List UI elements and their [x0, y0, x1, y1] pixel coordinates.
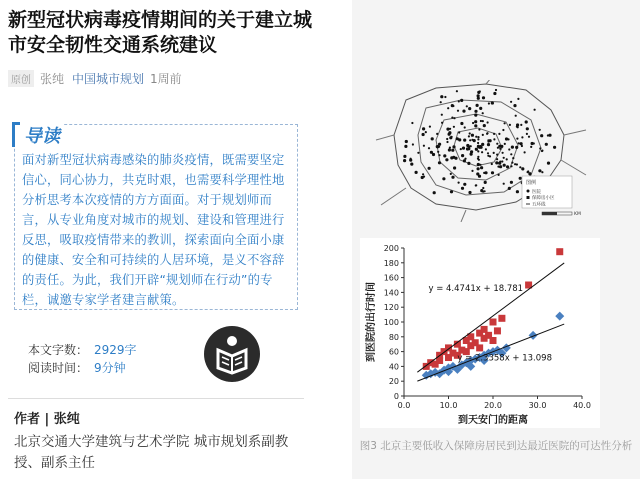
y-tick-label: 200	[383, 244, 399, 253]
x-axis-label: 到天安门的距离	[458, 415, 528, 426]
original-badge: 原创	[8, 70, 34, 87]
x-tick-label: 30.0	[528, 401, 547, 410]
y-tick-label: 60	[388, 347, 399, 357]
trendline-equation: y = 4.4741x + 18.781	[428, 283, 524, 294]
intro-text: 面对新型冠状病毒感染的肺炎疫情，既需要坚定信心，同心协力，共克时艰，也需要科学理性地分析思考本次疫情的方方面面。对于规划师而言，从专业角度对城市的规划、建设和管理进行反思，吸取疫情带来的教训，探索面向全面小康的健康、安全和可持续的人居环境，是义不容辞的责任。为此，我们开辟“规划师在行动”的专栏，诚邀专家学者建言献策。	[22, 153, 285, 307]
x-tick-label: 40.0	[573, 401, 591, 410]
author-label: 作者 | 张纯	[14, 412, 80, 427]
time-ago: 1周前	[150, 72, 182, 86]
x-tick-label: 20.0	[484, 401, 502, 410]
read-time-label: 阅读时间：	[28, 361, 89, 375]
y-tick-label: 0	[393, 392, 399, 401]
trendline-equation: y = 2.3358x + 13.098	[457, 353, 553, 364]
data-point-square	[490, 319, 497, 326]
data-point-square	[498, 315, 505, 322]
y-tick-label: 40	[388, 362, 399, 372]
y-tick-label: 80	[388, 332, 399, 342]
scatter-chart	[360, 238, 600, 428]
data-point-square	[556, 248, 563, 255]
y-tick-label: 140	[383, 288, 399, 298]
article-title: 新型冠状病毒疫情期间的关于建立城市安全韧性交通系统建议	[8, 9, 313, 56]
divider	[8, 398, 304, 399]
y-tick-label: 100	[383, 318, 399, 327]
intro-heading: 导读	[20, 122, 64, 148]
hospital-legend-icon	[527, 190, 530, 193]
map-legend-hospital: 医院	[532, 190, 541, 195]
housing-legend-icon	[527, 196, 530, 199]
beijing-map-figure	[366, 80, 592, 222]
x-tick-label: 10.0	[439, 401, 458, 410]
article-meta	[8, 70, 182, 87]
article-stats	[28, 341, 137, 377]
map-legend-housing: 保障房小区	[532, 196, 555, 201]
data-point-square	[490, 337, 497, 344]
map-legend-ringroad: 五环线	[532, 202, 546, 208]
author-affiliation: 北京交通大学建筑与艺术学院 城市规划系副教授、副系主任	[14, 434, 289, 471]
word-count-label: 本文字数：	[28, 343, 89, 357]
data-point-square	[476, 344, 483, 351]
y-tick-label: 20	[388, 377, 399, 387]
article-panel	[0, 0, 318, 479]
account-link[interactable]: 中国城市规划	[72, 72, 145, 86]
y-tick-label: 160	[383, 273, 399, 283]
map-scale-unit: KM	[574, 212, 581, 217]
y-tick-label: 120	[383, 303, 399, 313]
x-tick-label: 0.0	[397, 401, 411, 410]
data-point-square	[494, 327, 501, 334]
map-legend-title: 图例	[526, 180, 537, 186]
figure-caption: 图3 北京主要低收入保障房居民到达最近医院的可达性分析	[359, 440, 633, 452]
author-name[interactable]: 张纯	[40, 72, 65, 86]
y-tick-label: 180	[383, 258, 399, 268]
word-count-value: 2929字	[94, 343, 137, 357]
read-time-value: 9分钟	[94, 361, 126, 375]
reading-person-icon	[204, 326, 260, 382]
y-axis-label: 到医院的出行时间	[366, 282, 377, 362]
